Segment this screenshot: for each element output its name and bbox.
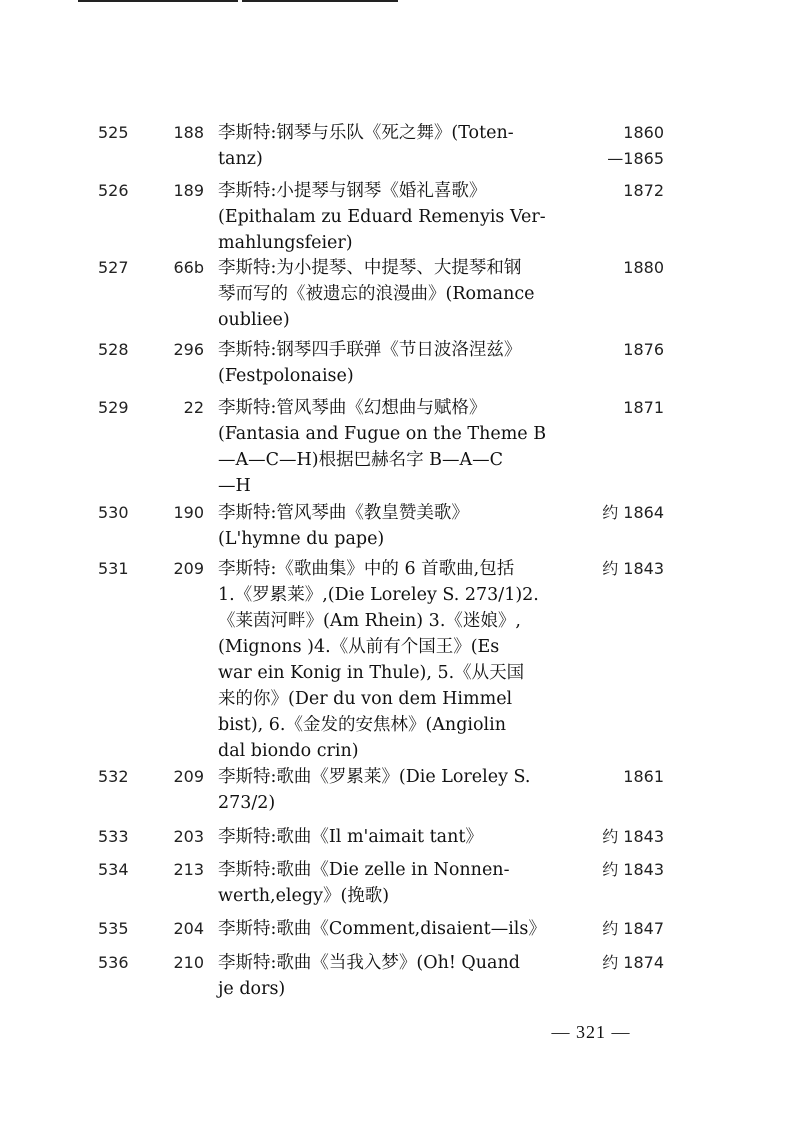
catalog-number: 209 xyxy=(173,767,204,786)
entry-title xyxy=(218,337,570,389)
year-line: 1860 xyxy=(623,123,664,142)
page-number: — 321 — xyxy=(551,1022,631,1042)
year-line: 1880 xyxy=(623,258,664,277)
year-line: 约 1847 xyxy=(602,919,664,938)
entry-number: 535 xyxy=(98,919,129,938)
catalog-number: 203 xyxy=(173,827,204,846)
entry-year xyxy=(572,178,664,204)
year-line: 约 1874 xyxy=(602,953,664,972)
year-line: —1865 xyxy=(607,149,664,168)
entry-number: 530 xyxy=(98,503,129,522)
entry-title xyxy=(218,556,570,764)
year-line: 约 1843 xyxy=(602,860,664,879)
year-line: 约 1864 xyxy=(602,503,664,522)
entry-title xyxy=(218,178,570,256)
title-line: 273/2) xyxy=(218,793,276,813)
catalog-number: 190 xyxy=(173,503,204,522)
entry-number: 531 xyxy=(98,559,129,578)
entry-title xyxy=(218,824,570,850)
title-line: (Epithalam zu Eduard Remenyis Ver- xyxy=(218,207,546,227)
title-line: 来的你》(Der du von dem Himmel xyxy=(218,689,513,709)
title-line: mahlungsfeier) xyxy=(218,233,353,253)
title-line: 李斯特:钢琴四手联弹《节日波洛涅兹》 xyxy=(218,340,522,360)
entry-title xyxy=(218,950,570,1002)
catalog-number: 296 xyxy=(173,340,204,359)
entry-title xyxy=(218,500,570,552)
title-line: 李斯特:歌曲《Il m'aimait tant》 xyxy=(218,827,483,847)
entry-year xyxy=(572,120,664,172)
title-line: 《莱茵河畔》(Am Rhein) 3.《迷娘》, xyxy=(218,611,521,631)
title-line: bist), 6.《金发的安焦林》(Angiolin xyxy=(218,715,506,735)
year-line: 1872 xyxy=(623,181,664,200)
entry-year xyxy=(572,337,664,363)
catalog-number: 210 xyxy=(173,953,204,972)
entry-year xyxy=(572,395,664,421)
entry-number: 529 xyxy=(98,398,129,417)
title-line: 李斯特:为小提琴、中提琴、大提琴和钢 xyxy=(218,258,522,278)
catalog-number: 213 xyxy=(173,860,204,879)
title-line: oubliee) xyxy=(218,310,290,330)
entry-year xyxy=(572,556,664,582)
entry-number: 527 xyxy=(98,258,129,277)
title-line: 1.《罗累莱》,(Die Loreley S. 273/1)2. xyxy=(218,585,539,605)
title-line: 李斯特:歌曲《Die zelle in Nonnen- xyxy=(218,860,510,880)
title-line: —H xyxy=(218,476,251,496)
year-line: 约 1843 xyxy=(602,559,664,578)
title-line: 李斯特:管风琴曲《幻想曲与赋格》 xyxy=(218,398,487,418)
entry-number: 533 xyxy=(98,827,129,846)
entry-title xyxy=(218,395,570,499)
title-line: 李斯特:管风琴曲《教皇赞美歌》 xyxy=(218,503,469,523)
entry-number: 526 xyxy=(98,181,129,200)
title-line: dal biondo crin) xyxy=(218,741,359,761)
year-line: 1876 xyxy=(623,340,664,359)
title-line: 李斯特:歌曲《当我入梦》(Oh! Quand xyxy=(218,953,520,973)
catalog-number: 188 xyxy=(173,123,204,142)
entry-title xyxy=(218,764,570,816)
entry-title xyxy=(218,255,570,333)
title-line: tanz) xyxy=(218,149,263,169)
entry-title xyxy=(218,916,570,942)
entry-number: 536 xyxy=(98,953,129,972)
entry-year xyxy=(572,857,664,883)
year-line: 1861 xyxy=(623,767,664,786)
entry-year xyxy=(572,764,664,790)
entry-number: 532 xyxy=(98,767,129,786)
entry-year xyxy=(572,824,664,850)
entry-year xyxy=(572,500,664,526)
title-line: (Festpolonaise) xyxy=(218,366,354,386)
catalog-number: 209 xyxy=(173,559,204,578)
title-line: werth,elegy》(挽歌) xyxy=(218,886,390,906)
entry-title xyxy=(218,120,570,172)
catalog-number: 189 xyxy=(173,181,204,200)
entry-number: 534 xyxy=(98,860,129,879)
year-line: 约 1843 xyxy=(602,827,664,846)
entry-year xyxy=(572,916,664,942)
header-rule xyxy=(78,0,398,2)
title-line: 李斯特:钢琴与乐队《死之舞》(Toten- xyxy=(218,123,514,143)
catalog-number: 204 xyxy=(173,919,204,938)
entry-year xyxy=(572,255,664,281)
title-line: 琴而写的《被遗忘的浪漫曲》(Romance xyxy=(218,284,535,304)
entry-number: 528 xyxy=(98,340,129,359)
entry-number: 525 xyxy=(98,123,129,142)
year-line: 1871 xyxy=(623,398,664,417)
title-line: —A—C—H)根据巴赫名字 B—A—C xyxy=(218,450,504,470)
title-line: war ein Konig in Thule), 5.《从天国 xyxy=(218,663,525,683)
title-line: 李斯特:小提琴与钢琴《婚礼喜歌》 xyxy=(218,181,487,201)
title-line: 李斯特:歌曲《罗累莱》(Die Loreley S. xyxy=(218,767,531,787)
title-line: 李斯特:《歌曲集》中的 6 首歌曲,包括 xyxy=(218,559,515,579)
title-line: (Fantasia and Fugue on the Theme B xyxy=(218,424,547,444)
entry-title xyxy=(218,857,570,909)
entry-year xyxy=(572,950,664,976)
catalog-number: 22 xyxy=(183,398,204,417)
title-line: je dors) xyxy=(218,979,286,999)
title-line: (L'hymne du pape) xyxy=(218,529,385,549)
title-line: (Mignons )4.《从前有个国王》(Es xyxy=(218,637,500,657)
catalog-number: 66b xyxy=(173,258,204,277)
title-line: 李斯特:歌曲《Comment,disaient—ils》 xyxy=(218,919,546,939)
